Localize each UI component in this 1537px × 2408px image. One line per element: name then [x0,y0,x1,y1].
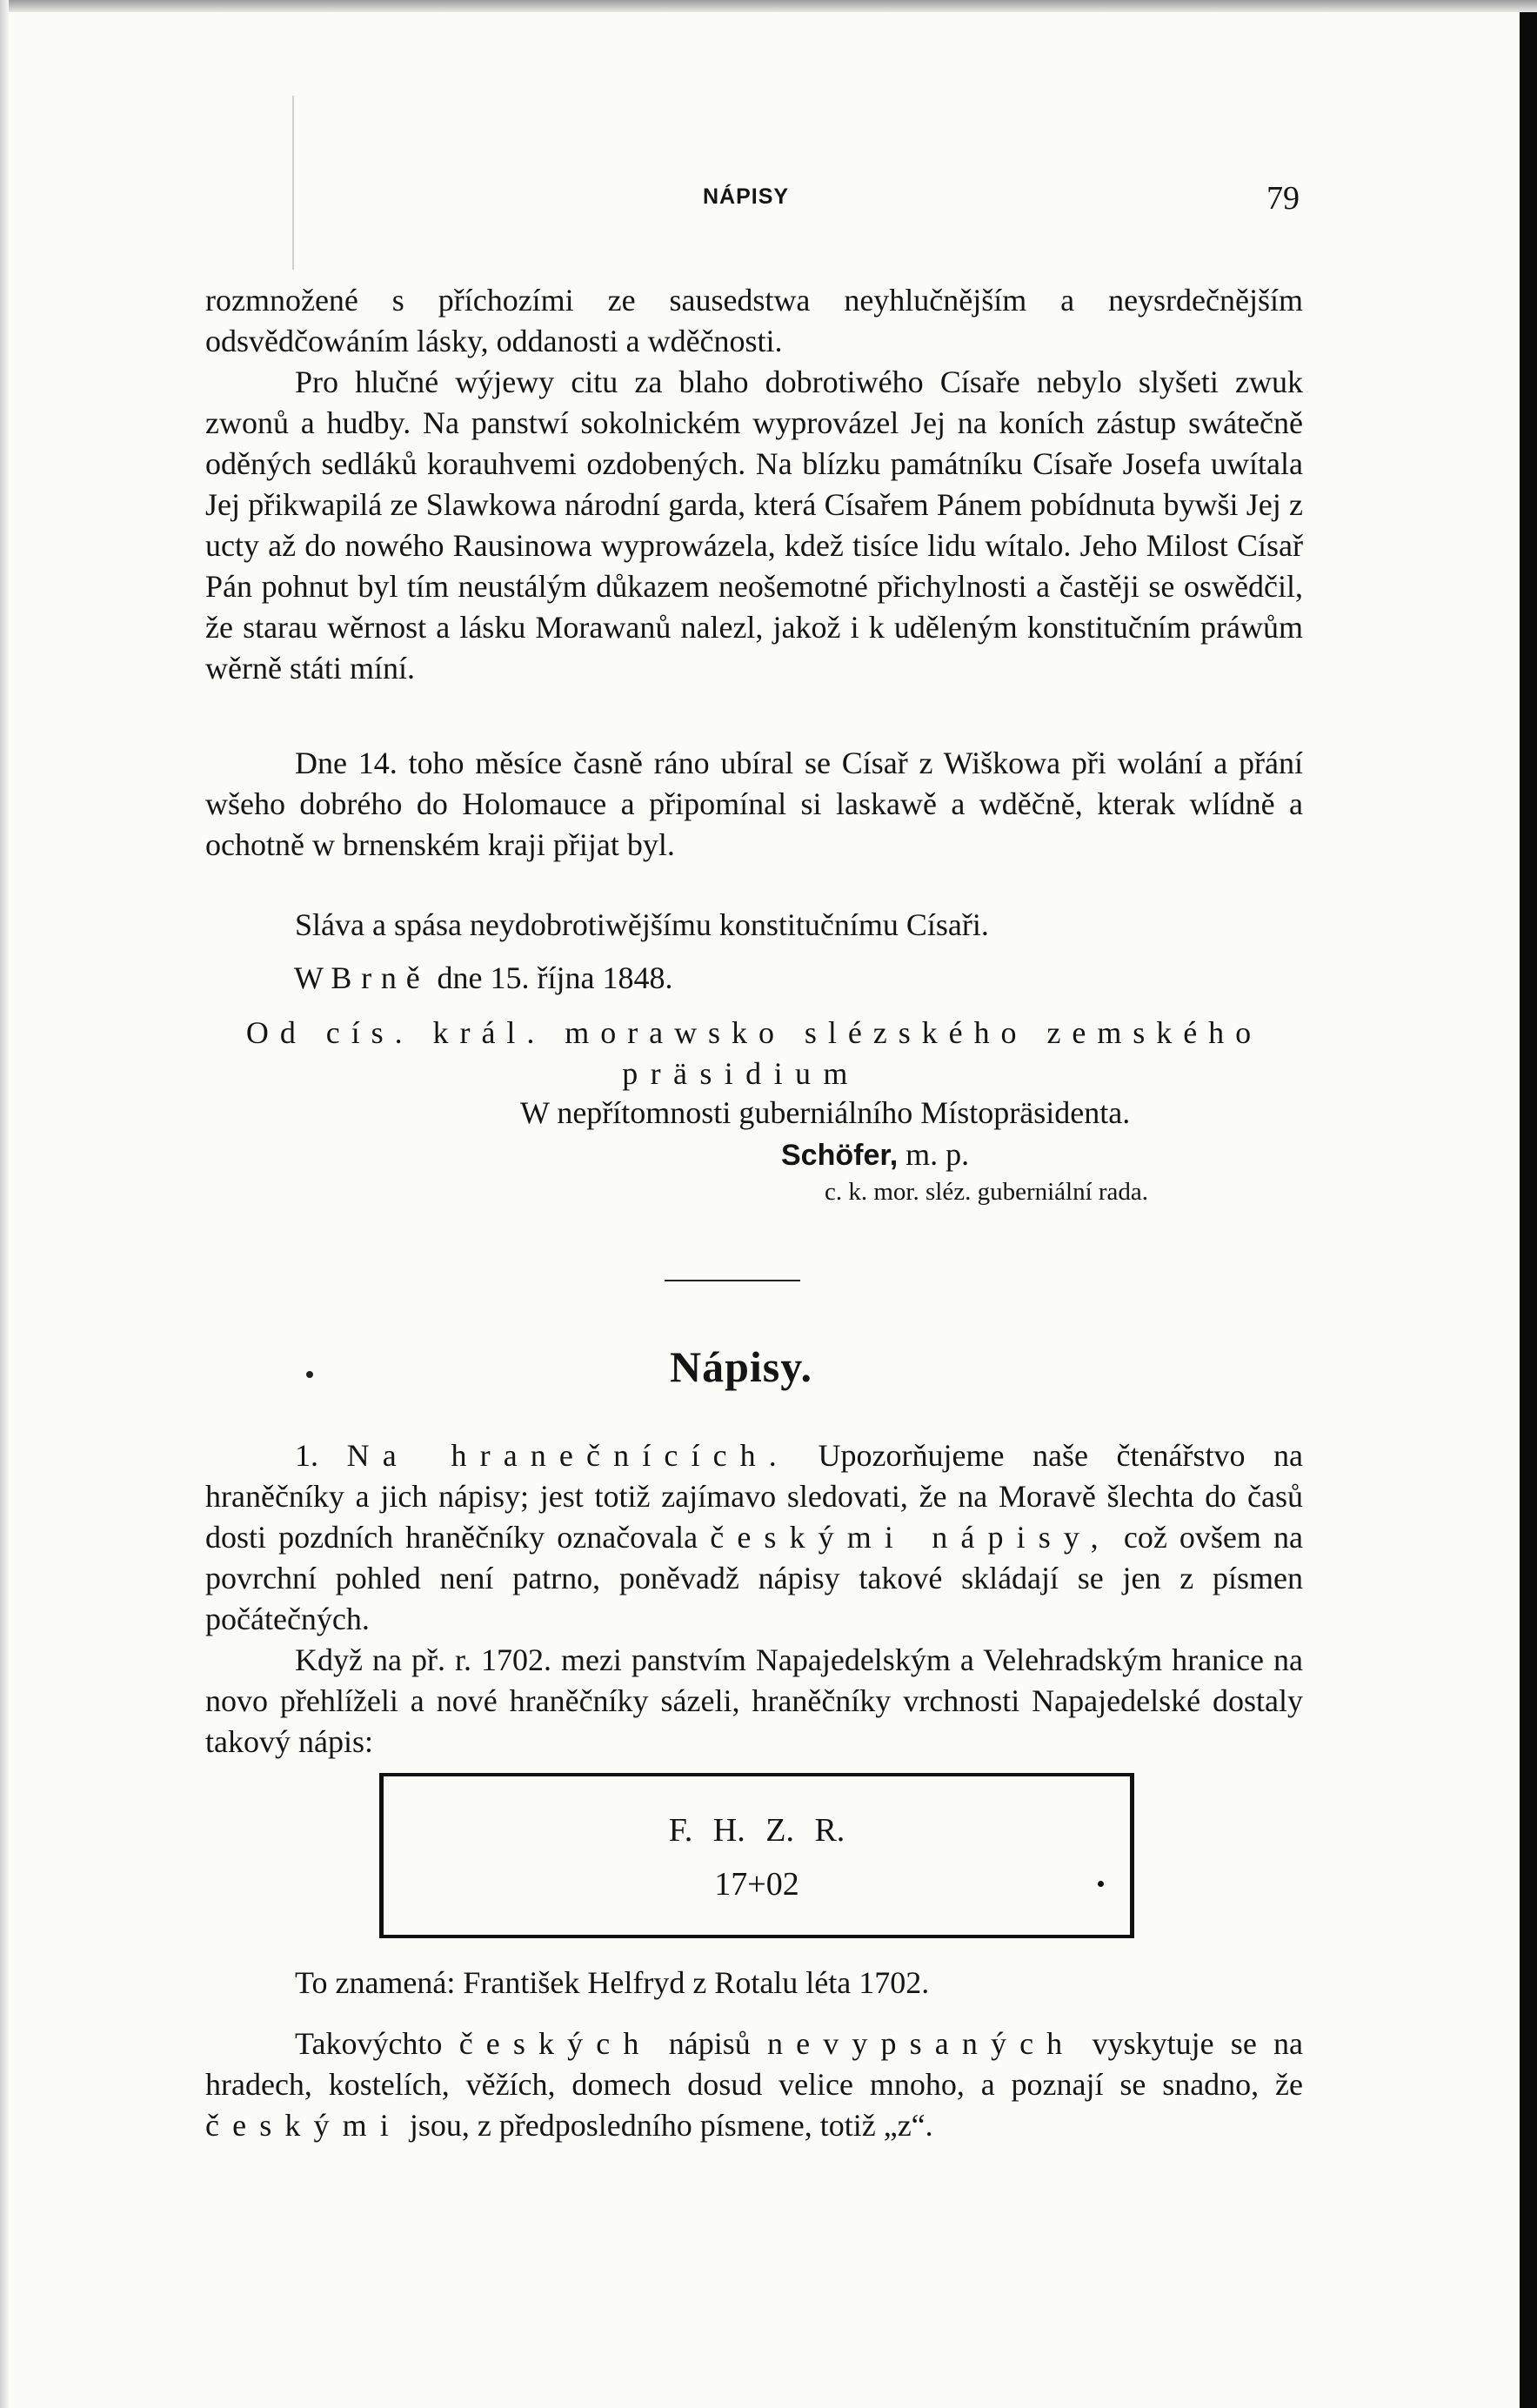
paragraph-continuation: rozmnožené s příchozími ze sausedstwa neyhlučnějším a neysrdečnějším odsvědčowáním lásky, oddanosti a wděčnosti. [205,283,1303,358]
inscription-initials: F. H. Z. R. [668,1812,845,1849]
signer-name: Schöfer, [781,1139,899,1172]
scan-speck [1098,1881,1104,1887]
inscription-box [379,1773,1134,1938]
date-city: Brně [331,960,430,995]
office-line-1: Od cís. král. morawsko slézského zemského [245,1015,1263,1050]
scan-shadow-left [0,0,9,2408]
date-line [294,960,672,996]
paragraph-text: což ovšem na povrchní pohled není patrno, poněvadž nápisy takové skládají se jen z písmen počátečných. [205,1520,1303,1636]
date-rest: dne 15. října 1848. [437,960,673,995]
paragraph-text: nápisů [668,2026,751,2061]
emphasis-text: českých [458,2026,652,2061]
scan-artifact-line [292,96,294,270]
paragraph-text: jsou, z předposledního písmene, totiž „z“. [409,2108,933,2143]
emphasis-text: českými nápisy, [710,1520,1112,1555]
section-separator [665,1280,800,1281]
paragraph-year-1702: Když na př. r. 1702. mezi panstvím Napajedelským a Velehradským hranice na novo přehlíželi a nové hraněčníky sázeli, hraněčníky vrchnosti Napajedelské dostaly takový nápis: [205,1642,1303,1759]
signer-suffix: m. p. [905,1137,970,1172]
paragraph-salutation: Sláva a spása neydobrotiwějšímu konstitučnímu Císaři. [295,907,989,942]
signer-line [781,1136,969,1173]
item-heading: Na hranečnících. [346,1438,790,1473]
inscription-year: 17+02 [714,1866,799,1903]
scan-shadow-top [0,0,1537,12]
paragraph-meaning: To znamená: František Helfryd z Rotalu léta 1702. [295,1965,930,2000]
signature-office [205,1013,1303,1094]
paragraph-boundary-stones [205,1435,1303,1640]
paragraph-czech-inscriptions [205,2023,1303,2146]
office-line-2: präsidium [622,1056,860,1091]
paragraph-text: Upozorňujeme naše čtenářstvo na hraněčníky a jich nápisy; jest totiž zajímavo sledovati, že na Moravě šlechta do časů dosti pozdních hraněčníky označovala [205,1438,1304,1555]
paragraph-text: Takovýchto [295,2026,443,2061]
scan-speck [306,1371,313,1378]
page-number: 79 [1266,180,1300,217]
paragraph-text: vyskytuje se na hradech, kostelích, věžích, domech dosud velice mnoho, a poznají se snadno, že [205,2026,1304,2102]
emphasis-text: nevypsaných [767,2026,1076,2061]
emphasis-text: českými [205,2108,402,2143]
date-prefix: W [294,960,324,995]
absence-line: W nepřítomnosti guberniálního Místopräsidenta. [520,1095,1131,1130]
paragraph-emperor-reception: Pro hlučné wýjewy citu za blaho dobrotiwého Císaře nebylo slyšeti zwuk zwonů a hudby. Na panstwí sokolnickém wyprovázel Jej na koních zástup swátečně oděných sedláků korauhvemi ozdobených. Na blízku památníku Císaře Josefa uwítala Jej přikwapilá ze Slawkowa národní garda, která Císařem Pánem pobídnuta bywši Jej z ucty až do nowého Rausinowa wyprowázela, kdež tisíce lidu wítalo. Jeho Milost Císař Pán pohnut byl tím neustálým důkazem neošemotné přichylnosti a častěji se oswědčil, že starau wěrnost a lásku Morawanů nalezl, jakož i k uděleným konstitučním práwům wěrně státi míní. [205,365,1303,686]
section-title: Nápisy. [670,1342,813,1391]
paragraph-departure: Dne 14. toho měsíce časně ráno ubíral se Císař z Wiškowa při wolání a přání wšeho dobrého do Holomauce a připomínal si laskawě a wděčně, kterak wlídně a ochotně w brnenském kraji přijat byl. [205,746,1303,862]
item-number: 1. [295,1438,318,1473]
signer-title: c. k. mor. sléz. guberniální rada. [825,1178,1149,1206]
running-head: NÁPISY [703,184,790,209]
